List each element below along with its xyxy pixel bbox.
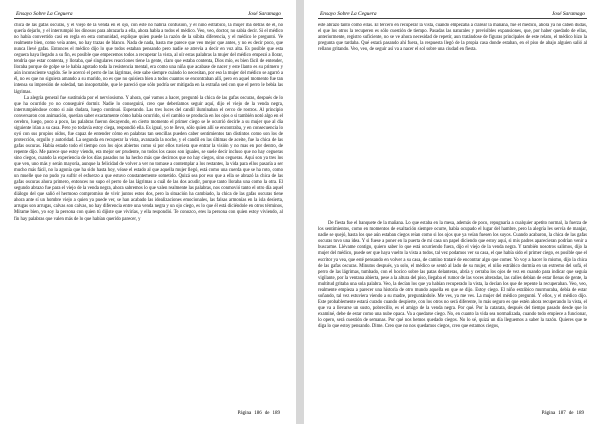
page-number: 187 (558, 411, 566, 416)
page-total: 189 (272, 411, 280, 416)
page-footer (238, 411, 280, 417)
page-footer (542, 411, 584, 417)
page-of-label: de (264, 411, 270, 416)
section-break (318, 53, 587, 221)
page-header (318, 11, 587, 19)
paragraph: este abrazo tanto como ellas. El tercero en recuperar la vista, cuando empezaba a clarear la mañana, fue el médico, ahora ya no caben dudas, el que los otros la recuperen es sólo cuestión de tiempo. Pasadas las naturales y previsibles expansiones, que, por haber quedado de ellas, anteriormente, registro suficiente, no se ve ahora necesidad de repetir, aun tratándose de figuras principales de este relato, el médico hizo la pregunta que tardaba. Qué estará pasando ahí fuera, la respuesta llegó de la propia casa donde estaban, en el piso de abajo alguien salió al rellano gritando. Veo, veo, de seguir así va a nacer el sol sobre una ciudad en fiesta. (318, 23, 587, 53)
page-label: Página (541, 411, 556, 416)
header-author: José Saramago (247, 11, 281, 17)
page-number: 186 (254, 411, 262, 416)
paragraph: chica de las gafas oscuras, y el viejo de la venda en el ojo, con éste no habría confusión, y el niño estrábico, la mujer iba detrás de él, no quería dejarlo, y el interrumpió los dinosos para abrazarla a ella, ahora habla a todos el médico. Veo, veo, doctor, no sabía decir. Si el médico no había convertido casi en regla en esta comunidad, explique quien puede la razón de la súbita diferencia, y el médico le preguntó. Ve realmente bien, como veía antes, no hay trazas de blanco. Nada de nada, hasta me parece que veo mejor que antes, y no es decir poco, que nunca llevé gafas. Entonces el médico dijo lo que todos estaban pensando pero nadie se atrevía a decir en voz alta. Es posible que esta ceguera haya llegado a su fin, es posible que empecemos todos a recuperar la vista, al oír estas palabras la mujer del médico empezó a llorar, tendría que estar contenta, y lloraba, qué singulares reacciones tiene la gente, claro que estaba contenta, Dios mío, es bien fácil de entender, lloraba porque de golpe se le había agotado toda la resistencia mental, era como una niña que acabase de nacer y este llanto es su primero y aún inconsciente vagido. Se le acercó el perro de las lágrimas, éste sabe siempre cuándo lo necesitan, por eso la mujer del médico se agarró a él, no es que no siguiera amando a su marido, no es que no quisiera bien a todos cuantos se encontraban allí, pero en aquel momento fue tan intensa su impresión de soledad, tan insoportable, que le pareció que sólo podría ser mitigada en la extraña sed con que el perro le bebía las lágrimas. (14, 23, 283, 95)
page-body (14, 23, 283, 411)
page-total: 189 (576, 411, 584, 416)
page-of-label: de (568, 411, 574, 416)
left-page (0, 0, 296, 424)
page-body (318, 23, 587, 411)
header-author: José Saramago (551, 11, 585, 17)
paragraph: La alegría general fue sustituida por el nerviosismo. Y ahora, qué vamos a hacer, preguntó la chica de las gafas oscuras, después de lo que ha ocurrido yo no conseguiré dormir. Nadie lo conseguirá, creo que deberíamos seguir aquí, dijo el viejo de la venda negra, interrumpiéndose como si aún dudara, luego continuó. Esperando. Las tres luces del candil iluminaban el cerco de rostros. Al principio conversaron con animación, querían saber exactamente cómo había ocurrido, si el cambio se producía en los ojos o si también notó algo en el cerebro, luego, poco a poco, las palabras fueron decayendo, en cierto momento el primer ciego se le ocurrió decirle a su mujer que al día siguiente irían a su casa. Pero yo todavía estoy ciega, respondió ella. Es igual, yo te llevo, sólo quien allí se encontraba, y en consecuencia lo oyó con sus propios oídos, fue capaz de entender cómo en palabras tan sencillas pueden caber sentimientos tan distintos como son los de protección, orgullo y autoridad. La segunda en recuperar la vista, avanzada la noche, y el candil en las últimas de aceite, fue la chica de las gafas oscuras. Había estado todo el tiempo con los ojos abiertos como si por ellos tuviera que entrar la visión y no mas en por dentro, de repente dijo. Me parece que estoy viendo, era mejor ser prudente, no todos los casos son iguales, se suele decir incluso que no hay cegueras sino ciegos, cuando la experiencia de los días pasados no ha hecho más que decirnos que no hay ciegos, sino cegueras. Aquí son ya tres los que ven, uno más y serán mayoría, aunque la felicidad de volver a ver no tomase a contemplar a los restantes, la vida para ellos pasaría a ser mucho más fácil, no la agonía que ha sido hasta hoy, véase el estado al que aquella mujer llegó, está como una cuerda que se ha roto, como un muelle que no pudo ya sufrir el esfuerzo a que estuvo constantemente sometido. Quizá sea por eso que a ella se abrazó la chica de las gafas oscuras ahora primero, entonces no supo el perro de las lágrimas a cuál de las dos acudir, porque tanto lloraba una como la otra. El segundo abrazo fue para el viejo de la venda negra, ahora sabremos lo que valen realmente las palabras, nos conmovió tanto el otro día aquel diálogo del que salió el hermoso compromiso de vivir juntos estos dos, pero la situación ha cambiado, la chica de las gafas oscuras tiene ahora ante sí un hombre viejo a quien ya puede ver, se han acabado las idealizaciones emocionales, las falsas armonías en la isla desierta, arrugas son arrugas, calvas son calvas, no hay diferencia entre una venda negra y un ojo ciego, es lo que él está diciéndole en otros términos, Mírame bien, yo soy la persona con quien tú dijiste que vivirías, y ella respondió. Te conozco, eres la persona con quien estoy viviendo, al fin hay palabras que valen más de lo que habían querido parecer, y (14, 95, 283, 222)
paragraph: De fiesta fue el banquete de la mañana. Lo que estaba en la mesa, además de poco, repugnaría a cualquier apetito normal, la fuerza de los sentimientos, como en momentos de exaltación siempre ocurre, había ocupado el lugar del hambre, pero la alegría les servía de manjar, nadie se quejó, hasta los que aún estaban ciegos reían como si los ojos que ya veían fuesen los suyos. Cuando acabaron, la chica de las gafas oscuras tuvo una idea. Y si fuese a poner en la puerta de mi casa un papel diciendo que estoy aquí, si mis padres aparecieran podrían venir a buscarme. Llévame contigo, quiero saber lo que está ocurriendo fuera, dijo el viejo de la venda negra. Y también nosotros salimos, dijo la mujer del médico, puede ser que haya vuelto la vista a todos, tal vez podamos ver su casa, el que había sido el primer ciego, es posible que el escritor ya vea, que esté pensando en volver a su casa, de camino trataré de encontrar algo que comer. Yo voy a hacer lo mismo, dijo la chica de las gafas oscuras. Minutos después, ya solo, el médico se sentó al lado de su mujer, el niño estrábico dormía en un extremo del sofá, el perro de las lágrimas, tumbado, con el hocico sobre las patas delanteras, abría y cerraba los ojos de vez en cuando para indicar que seguía vigilante, por la ventana abierta, pese a la altura del piso, llegaba el rumor de las voces alteradas, las calles debían de estar llenas de gente, la multitud gritaba una sola palabra. Veo, la decían los que ya habían recuperado la vista, la decían los que de repente la recuperaban. Veo, veo, realmente empieza a parecer una historia de otro mundo aquella en que se dijo. Estoy ciego. El niño estrábico murmuraba, debía de estar soñando, tal vez estuviera viendo a su madre, preguntándole. Me ves, ya me ves. La mujer del médico preguntó. Y ellos, y el médico dijo. Este probablemente estará curado cuando despierte, con los otros no será diferente, lo más seguro es que estén ahora recuperando la vista, el que va a llevarse un susto, pobrecillo, es el amigo de la venda negra. Por qué. Por la catarata, después del tiempo pasado desde que lo examiné, debe de estar como una nube opaca. Va a quedarse ciego. No, en cuanto la vida sea normalizada, cuando todo empiece a funcionar, lo opero, será cuestión de semanas. Por qué nos hemos quedado ciegos. No lo sé, quizá un día lleguemos a saber la razón. Quieres que te diga lo que estoy pensando. Dime. Creo que no nos quedamos ciegos, creo que estamos ciegos, (318, 221, 587, 330)
right-page (304, 0, 600, 424)
header-book-title: Ensayo Sobre La Ceguera (320, 11, 377, 17)
header-book-title: Ensayo Sobre La Ceguera (16, 11, 73, 17)
page-label: Página (237, 411, 252, 416)
page-header (14, 11, 283, 19)
